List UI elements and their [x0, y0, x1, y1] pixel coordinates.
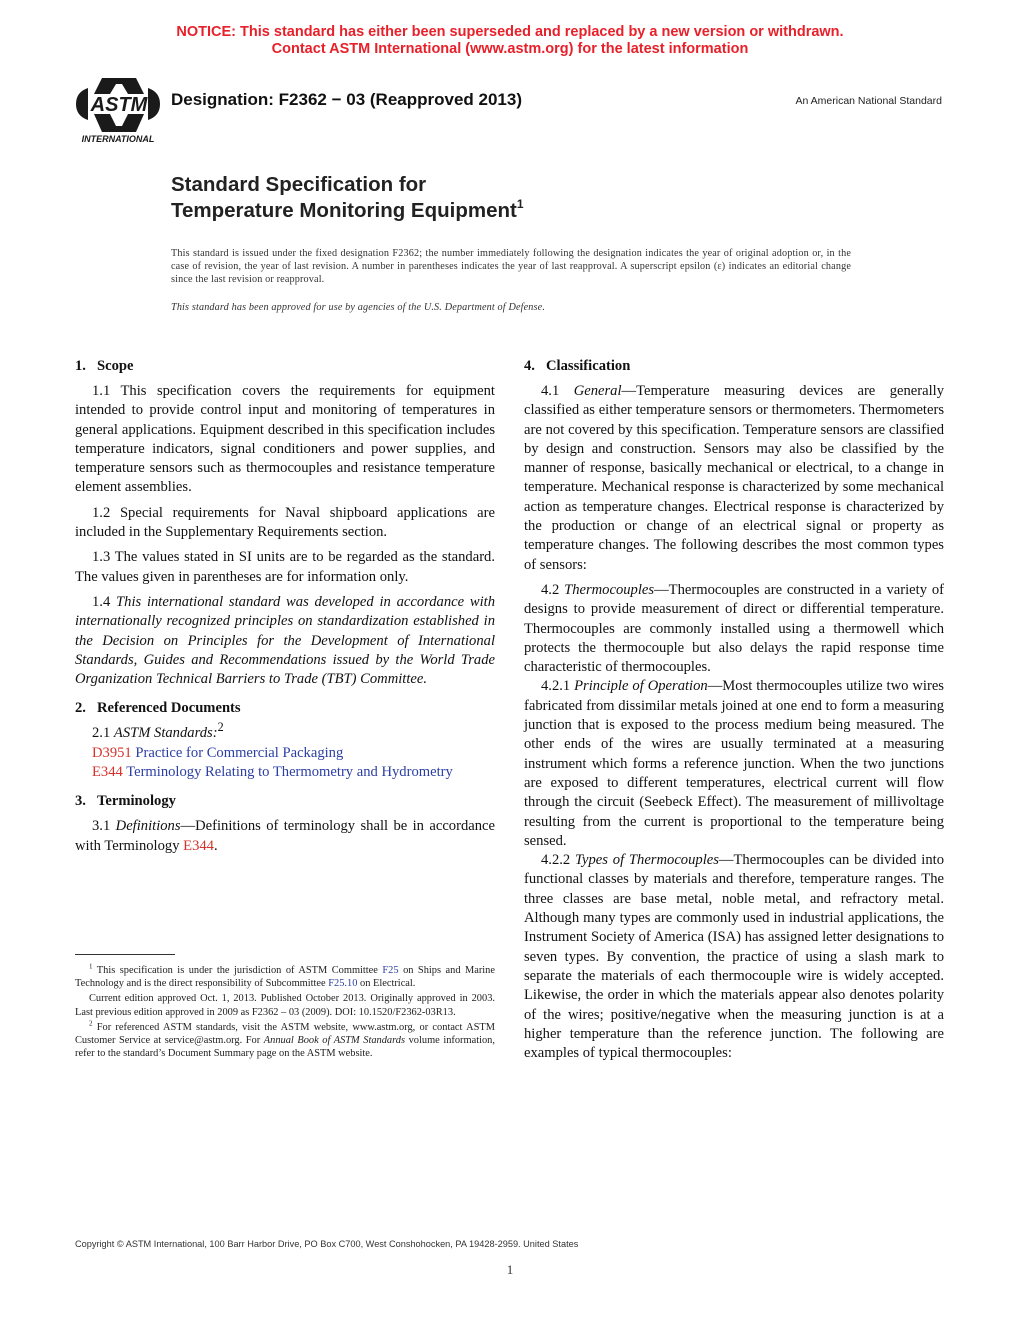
- title-line-2: Temperature Monitoring Equipment$^1$: [171, 197, 524, 222]
- subcommittee-link[interactable]: F25.10: [328, 978, 358, 990]
- reference-code[interactable]: E344: [92, 764, 123, 781]
- section-terminology: [75, 791, 495, 856]
- paragraph: 2.1 ASTM Standards:$^2$: [92, 720, 224, 742]
- title-footnote-mark: 1: [516, 197, 524, 211]
- paragraph: 3.1 Definitions—Definitions of terminology shall be in accordance with Terminology E344.: [75, 818, 495, 854]
- title-line-1: Standard Specification for: [171, 173, 427, 196]
- notice-line-1: NOTICE: This standard has either been superseded and replaced by a new version or withdrawn.: [176, 24, 844, 40]
- notice-line-2: Contact ASTM International (www.astm.org) for the latest information: [271, 41, 749, 57]
- paragraph: 1.3 The values stated in SI units are to be regarded as the standard. The values given in parentheses are for information only.: [75, 549, 495, 585]
- footnote-2: $^2$ For referenced ASTM standards, visit the ASTM website, www.astm.org, or contact ASTM Customer Service at service@astm.org. For Annual Book of ASTM Standards volume information, refer to the standard’s Document Summary page on the ASTM website.: [75, 1019, 495, 1060]
- section-heading: 1. Scope: [75, 358, 134, 374]
- footnote-1: $^1$ This specification is under the jurisdiction of ASTM Committee F25 on Ships and Marine Technology and is the direct responsibility of Subcommittee F25.10 on Electrical.: [75, 962, 495, 990]
- paragraph: 4.2.2 Types of Thermocouples—Thermocouples can be divided into functional classes by materials and therefore, temperature ranges. The three classes are base metal, noble metal, and refractory metal. Although many types are commonly used in industrial applications, the Instrument Society of America (ISA) has assigned letter designations to seven types. By convention, the practice of using a slash mark to separate the materials of each thermocouple wire is widely accepted. Likewise, the order in which the materials appear also denotes polarity of the wires; positive/negative when the measuring junction is at a higher temperature than the reference junction. The following are examples of typical thermocouples:: [524, 852, 944, 1062]
- left-column: [75, 356, 495, 865]
- paragraph: 4.2 Thermocouples—Thermocouples are constructed in a variety of designs to provide measurement of direct or differential temperature. Thermocouples are commonly installed using a thermowell which protects the thermocouple but also delays the rapid response time characteristic of thermocouples.: [524, 581, 944, 676]
- reference-item[interactable]: [92, 744, 495, 763]
- issued-statement: This standard is issued under the fixed designation F2362; the number immediately following the designation indicates the year of original adoption or, in the case of revision, the year of last revision. A number in parentheses indicates the year of last reapproval. A superscript epsilon (ε) indicates an editorial change since the last revision or reapproval.: [171, 248, 851, 285]
- footnote-1-edition: Current edition approved Oct. 1, 2013. Published October 2013. Originally approved in 2003. Last previous edition approved in 2009 as F2362 – 03 (2009). DOI: 10.1520/F2362-03R13.: [75, 993, 495, 1018]
- footnote-divider: [75, 954, 175, 955]
- paragraph: 4.1 General—Temperature measuring devices are generally classified as either temperature sensors or thermometers. Thermometers are not covered by this specification. Temperature sensors are classified by design and construction. Sensors may also be classified by the manner of response, basically mechanical or electrical, to a change in temperature. Mechanical response is characterized by some mechanical action as temperature changes. Electrical response is characterized by the production or change of an electrical signal or property as temperature changes. The following describes the most common types of sensors:: [524, 383, 944, 573]
- supersession-notice: [0, 24, 1020, 58]
- national-standard-label: An American National Standard: [795, 95, 942, 107]
- reference-title[interactable]: Terminology Relating to Thermometry and Hydrometry: [126, 764, 453, 781]
- reference-item[interactable]: [92, 763, 495, 782]
- section-heading: 4. Classification: [524, 358, 631, 374]
- dod-approval: This standard has been approved for use by agencies of the U.S. Department of Defense.: [171, 302, 546, 313]
- astm-logo: [72, 74, 164, 146]
- designation: Designation: F2362 − 03 (Reapproved 2013): [171, 90, 522, 109]
- reference-code[interactable]: D3951: [92, 744, 132, 761]
- right-column: [524, 356, 944, 1072]
- paragraph: 1.1 This specification covers the requirements for equipment intended to provide control input and monitoring of temperatures in general applications. Equipment described in this specification includes temperature indicators, signal conditioners and power supplies, and temperature sensors such as thermocouples and resistance temperature element assemblies.: [75, 383, 495, 496]
- paragraph: 4.2.1 Principle of Operation—Most thermocouples utilize two wires fabricated from dissimilar metals joined at one end to form a measuring junction that is exposed to the process medium being measured. The other ends of the wires are usually terminated at a measuring instrument which forms a reference junction. When the two junctions are exposed to different temperatures, electrical current will flow through the circuit (Seebeck Effect). The measurement of millivoltage resulting from the current is proportional to the temperature being sensed.: [524, 678, 944, 849]
- reference-title[interactable]: Practice for Commercial Packaging: [135, 744, 344, 761]
- footnotes: [75, 964, 495, 1062]
- section-heading: 3. Terminology: [75, 793, 176, 810]
- committee-link[interactable]: F25: [382, 965, 399, 976]
- section-scope: [75, 356, 495, 689]
- paragraph: 1.4 This international standard was developed in accordance with internationally recognized principles on standardization established in the Decision on Principles for the Development of International Standards, Guides and Recommendations issued by the World Trade Organization Technical Barriers to Trade (TBT) Committee.: [75, 593, 496, 688]
- paragraph: 1.2 Special requirements for Naval shipboard applications are included in the Supplementary Requirements section.: [75, 504, 495, 541]
- copyright-footer: Copyright © ASTM International, 100 Barr Harbor Drive, PO Box C700, West Conshohocken, PA 19428-2959. United States: [75, 1239, 579, 1249]
- logo-text: ASTM: [90, 94, 148, 116]
- page-number: 1: [506, 1262, 514, 1277]
- logo-subtext: INTERNATIONAL: [81, 134, 155, 144]
- reference-link[interactable]: E344: [183, 837, 214, 854]
- section-referenced-documents: [75, 698, 495, 782]
- section-heading: 2. Referenced Documents: [75, 700, 241, 717]
- document-title: [171, 172, 524, 224]
- section-classification: [524, 356, 944, 1063]
